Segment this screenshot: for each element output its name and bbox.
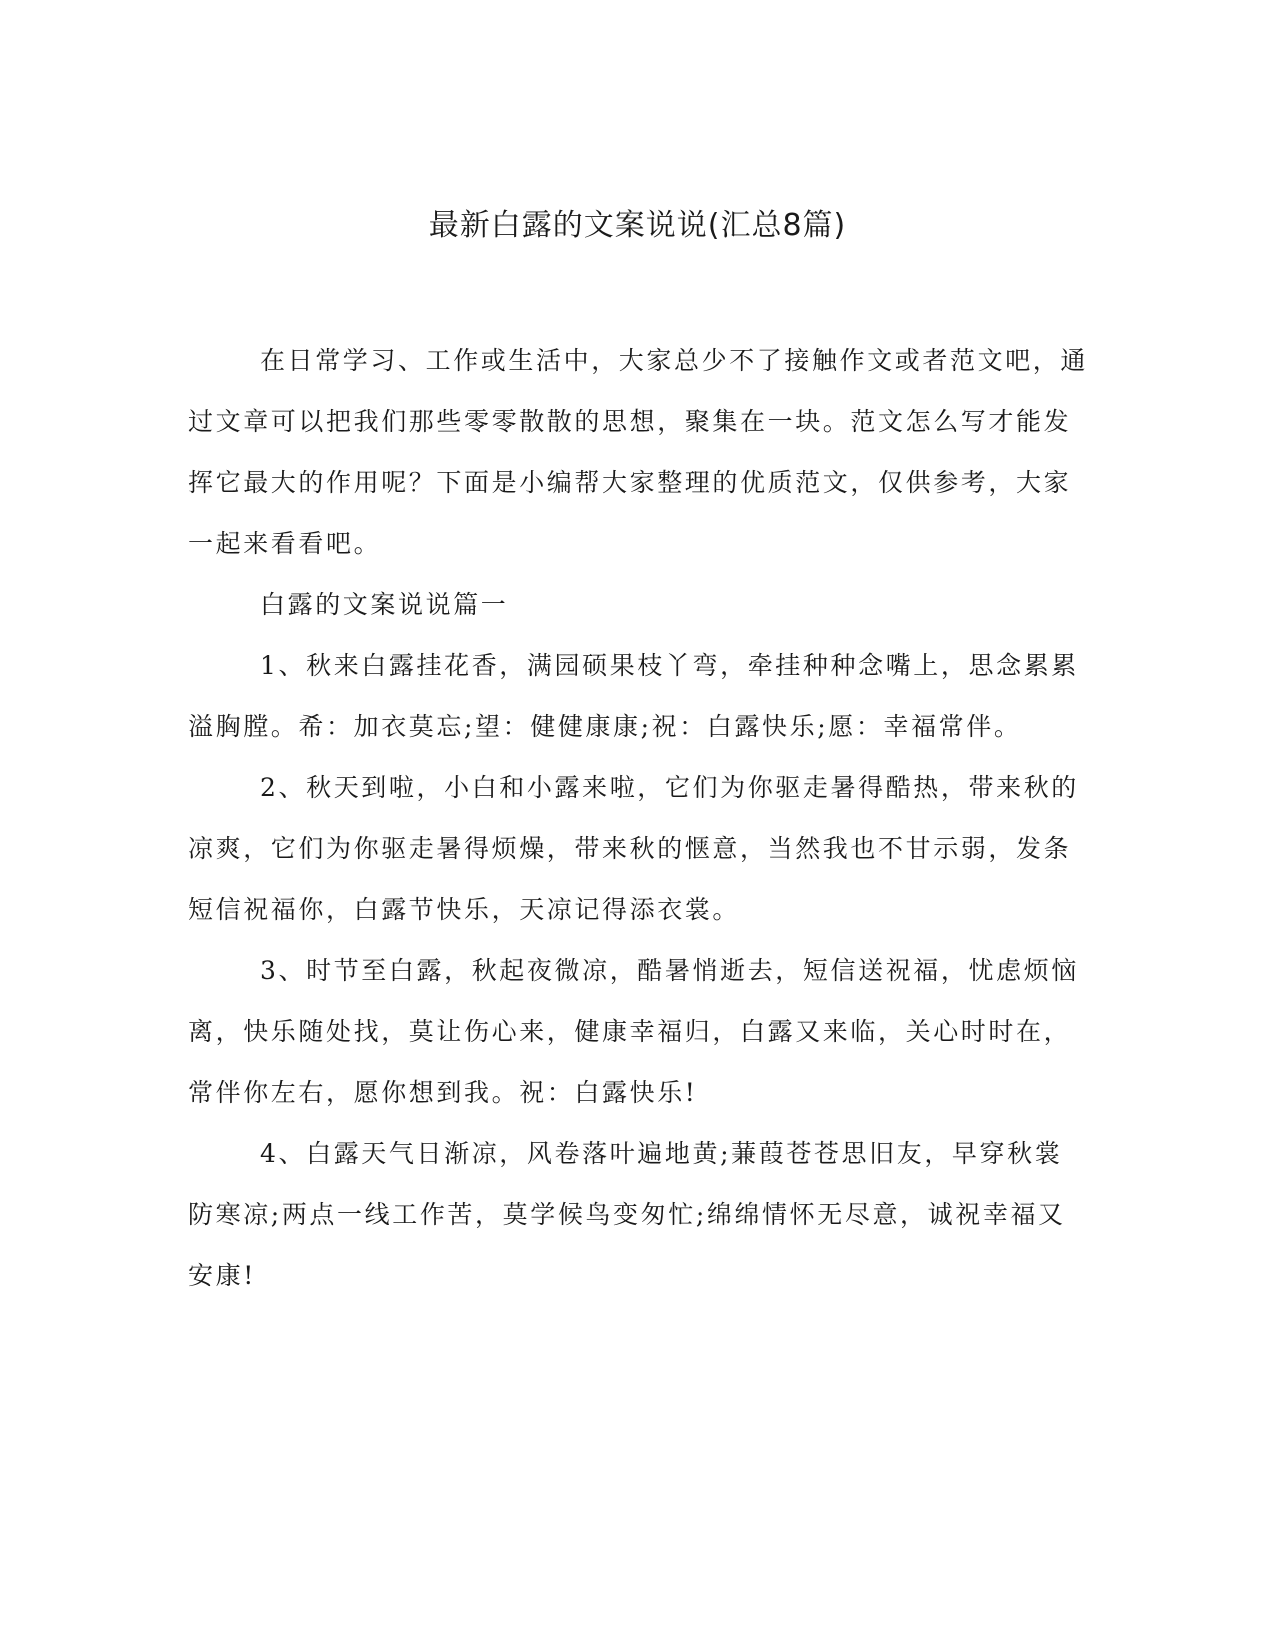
document-body — [188, 330, 1088, 1306]
list-item: 2、秋天到啦，小白和小露来啦，它们为你驱走暑得酷热，带来秋的凉爽，它们为你驱走暑得烦燥，带来秋的惬意，当然我也不甘示弱，发条短信祝福你，白露节快乐，天凉记得添衣裳。 — [188, 773, 1079, 924]
intro-paragraph: 在日常学习、工作或生活中，大家总少不了接触作文或者范文吧，通过文章可以把我们那些零零散散的思想，聚集在一块。范文怎么写才能发挥它最大的作用呢？下面是小编帮大家整理的优质范文，仅供参考，大家一起来看看吧。 — [188, 346, 1089, 558]
section-heading: 白露的文案说说篇一 — [260, 590, 509, 619]
list-item: 1、秋来白露挂花香，满园硕果枝丫弯，牵挂种种念嘴上，思念累累溢胸膛。希：加衣莫忘;望：健健康康;祝：白露快乐;愿：幸福常伴。 — [188, 651, 1079, 741]
list-item: 4、白露天气日渐凉，风卷落叶遍地黄;蒹葭苍苍思旧友，早穿秋裳防寒凉;两点一线工作苦，莫学候鸟变匆忙;绵绵情怀无尽意，诚祝幸福又安康! — [188, 1139, 1066, 1290]
document-title: 最新白露的文案说说(汇总8篇) — [428, 208, 847, 243]
list-item: 3、时节至白露，秋起夜微凉，酷暑悄逝去，短信送祝福，忧虑烦恼离，快乐随处找，莫让伤心来，健康幸福归，白露又来临，关心时时在，常伴你左右，愿你想到我。祝：白露快乐! — [188, 956, 1079, 1107]
